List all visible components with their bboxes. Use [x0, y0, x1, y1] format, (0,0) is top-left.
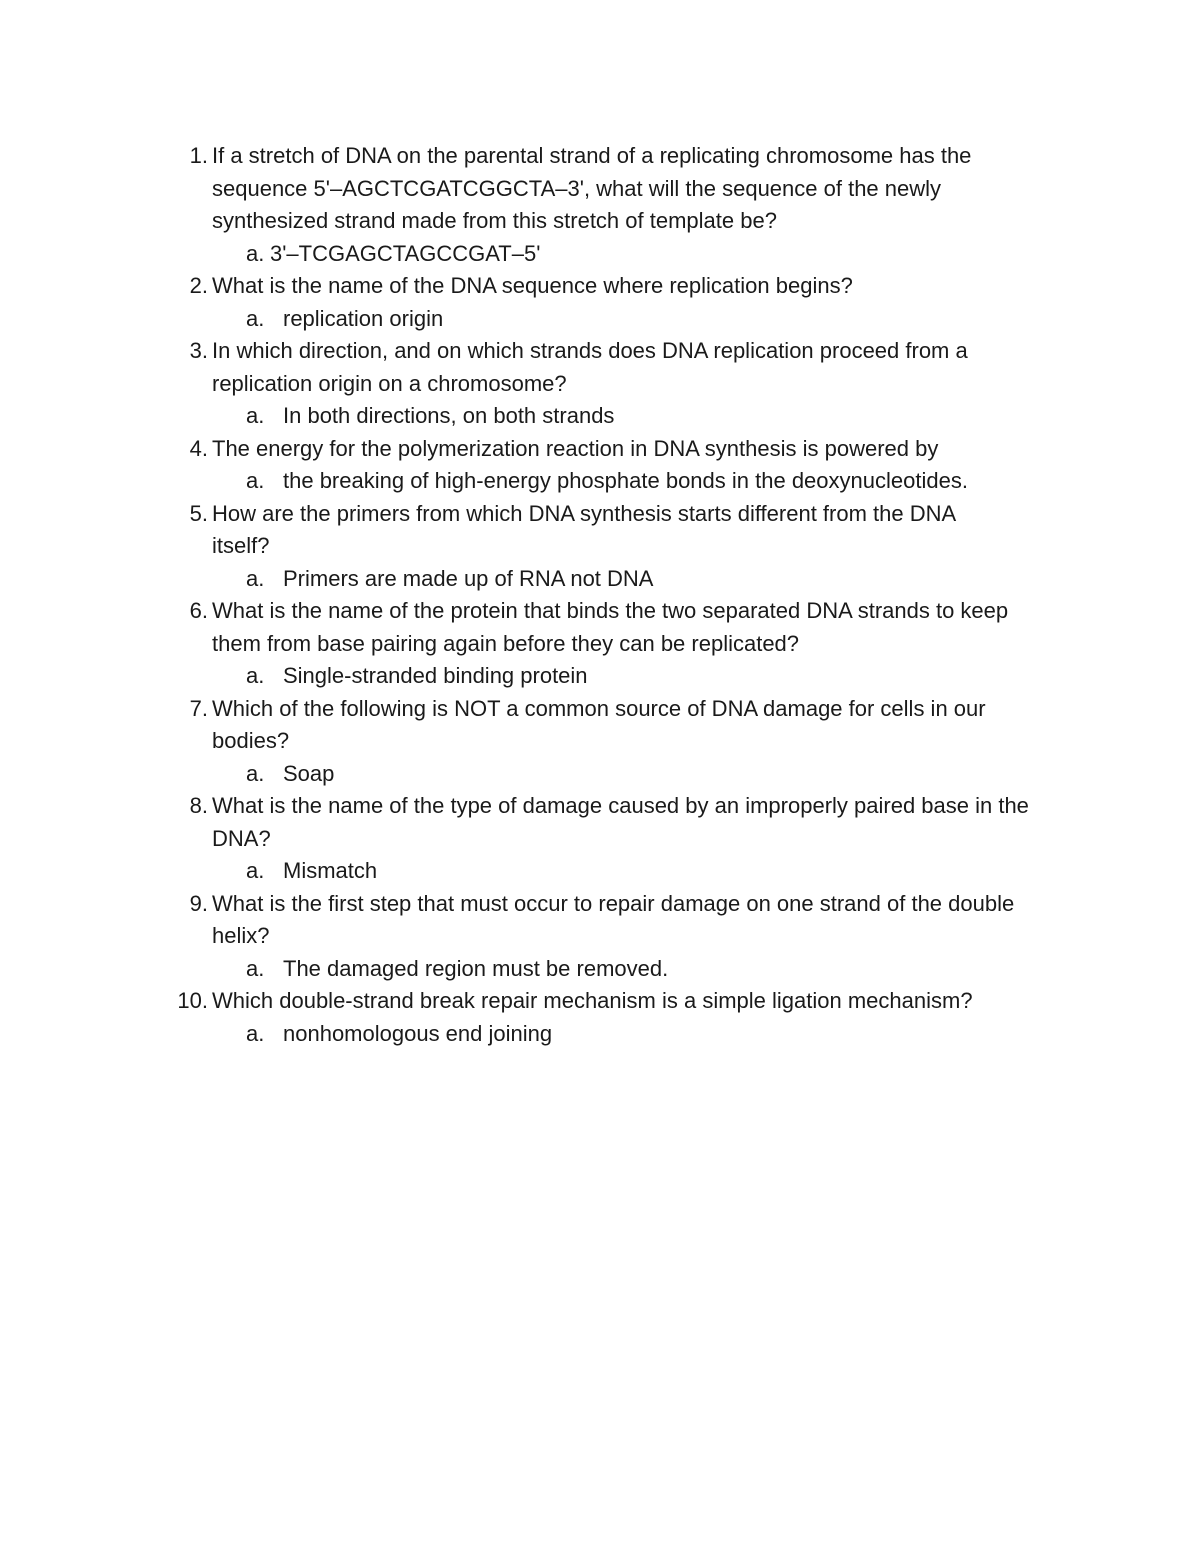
question-number: 7. [189, 695, 208, 721]
question-list [0, 140, 1200, 1050]
question-line [0, 530, 1200, 563]
question-text: Which double-strand break repair mechanism is a simple ligation mechanism? [212, 988, 973, 1013]
question-item [0, 693, 1200, 791]
question-line [0, 725, 1200, 758]
answer-line [0, 563, 1200, 596]
answer-marker: a. [246, 663, 265, 688]
question-text: them from base pairing again before they can be replicated? [212, 630, 800, 656]
answer-line [0, 238, 1200, 271]
answer-line [0, 953, 1200, 986]
question-line [0, 140, 1200, 173]
question-number: 5. [189, 500, 208, 526]
answer-text: replication origin [283, 305, 444, 331]
question-line [0, 693, 1200, 726]
question-text: In which direction, and on which strands does DNA replication proceed from a [212, 338, 968, 363]
answer-text: Soap [283, 760, 335, 786]
question-item [0, 498, 1200, 596]
question-text: Which of the following is NOT a common source of DNA damage for cells in our [212, 695, 986, 721]
answer-text: the breaking of high-energy phosphate bonds in the deoxynucleotides. [283, 468, 968, 493]
answer-marker: a. [246, 240, 265, 266]
answer-marker: a. [246, 760, 265, 786]
answer-marker: a. [246, 403, 265, 428]
answer-line [0, 303, 1200, 336]
question-text: If a stretch of DNA on the parental strand of a replicating chromosome has the [212, 143, 972, 168]
question-item [0, 270, 1200, 335]
answer-marker: a. [246, 1020, 265, 1046]
question-item [0, 888, 1200, 986]
question-line [0, 335, 1200, 368]
question-text: sequence 5'–AGCTCGATCGGCTA–3', what will the sequence of the newly [212, 175, 942, 201]
answer-line [0, 400, 1200, 433]
question-item [0, 985, 1200, 1050]
answer-marker: a. [246, 955, 265, 981]
question-item [0, 595, 1200, 693]
question-number: 2. [189, 273, 208, 298]
question-line [0, 823, 1200, 856]
question-item [0, 790, 1200, 888]
question-number: 6. [189, 598, 208, 623]
question-text: How are the primers from which DNA synthesis starts different from the DNA [212, 500, 957, 526]
answer-marker: a. [246, 305, 265, 331]
question-line [0, 888, 1200, 921]
question-text: What is the first step that must occur to repair damage on one strand of the double [212, 890, 1015, 916]
question-number: 3. [189, 338, 208, 363]
answer-line [0, 855, 1200, 888]
question-number: 1. [189, 143, 208, 168]
question-line [0, 985, 1200, 1018]
question-text: The energy for the polymerization reaction in DNA synthesis is powered by [212, 435, 939, 461]
question-number: 10. [177, 988, 208, 1013]
question-text: helix? [212, 923, 270, 948]
question-text: DNA? [212, 825, 271, 851]
question-text: itself? [212, 533, 270, 558]
question-text: What is the name of the DNA sequence where replication begins? [212, 273, 853, 298]
answer-text: In both directions, on both strands [283, 403, 615, 428]
answer-line [0, 465, 1200, 498]
answer-line [0, 660, 1200, 693]
question-item [0, 433, 1200, 498]
question-line [0, 368, 1200, 401]
question-line [0, 595, 1200, 628]
answer-text: The damaged region must be removed. [283, 955, 669, 981]
answer-marker: a. [246, 565, 265, 591]
answer-marker: a. [246, 468, 265, 493]
question-number: 9. [189, 890, 208, 916]
answer-text: Mismatch [283, 858, 378, 883]
question-line [0, 628, 1200, 661]
question-line [0, 498, 1200, 531]
answer-text: Primers are made up of RNA not DNA [283, 565, 654, 591]
question-text: synthesized strand made from this stretch of template be? [212, 208, 777, 233]
answer-text: nonhomologous end joining [283, 1020, 553, 1046]
question-line [0, 920, 1200, 953]
question-line [0, 433, 1200, 466]
question-number: 8. [189, 793, 208, 818]
question-line [0, 205, 1200, 238]
question-text: bodies? [212, 728, 290, 753]
question-text: replication origin on a chromosome? [212, 370, 567, 396]
question-text: What is the name of the type of damage caused by an improperly paired base in the [212, 793, 1029, 818]
question-item [0, 335, 1200, 433]
question-line [0, 270, 1200, 303]
answer-marker: a. [246, 858, 265, 883]
question-line [0, 173, 1200, 206]
answer-text: Single-stranded binding protein [283, 663, 588, 688]
answer-line [0, 758, 1200, 791]
question-number: 4. [189, 435, 208, 461]
answer-line [0, 1018, 1200, 1051]
question-item [0, 140, 1200, 270]
answer-text: 3'–TCGAGCTAGCCGAT–5' [270, 240, 541, 266]
question-line [0, 790, 1200, 823]
question-text: What is the name of the protein that binds the two separated DNA strands to keep [212, 598, 1009, 623]
